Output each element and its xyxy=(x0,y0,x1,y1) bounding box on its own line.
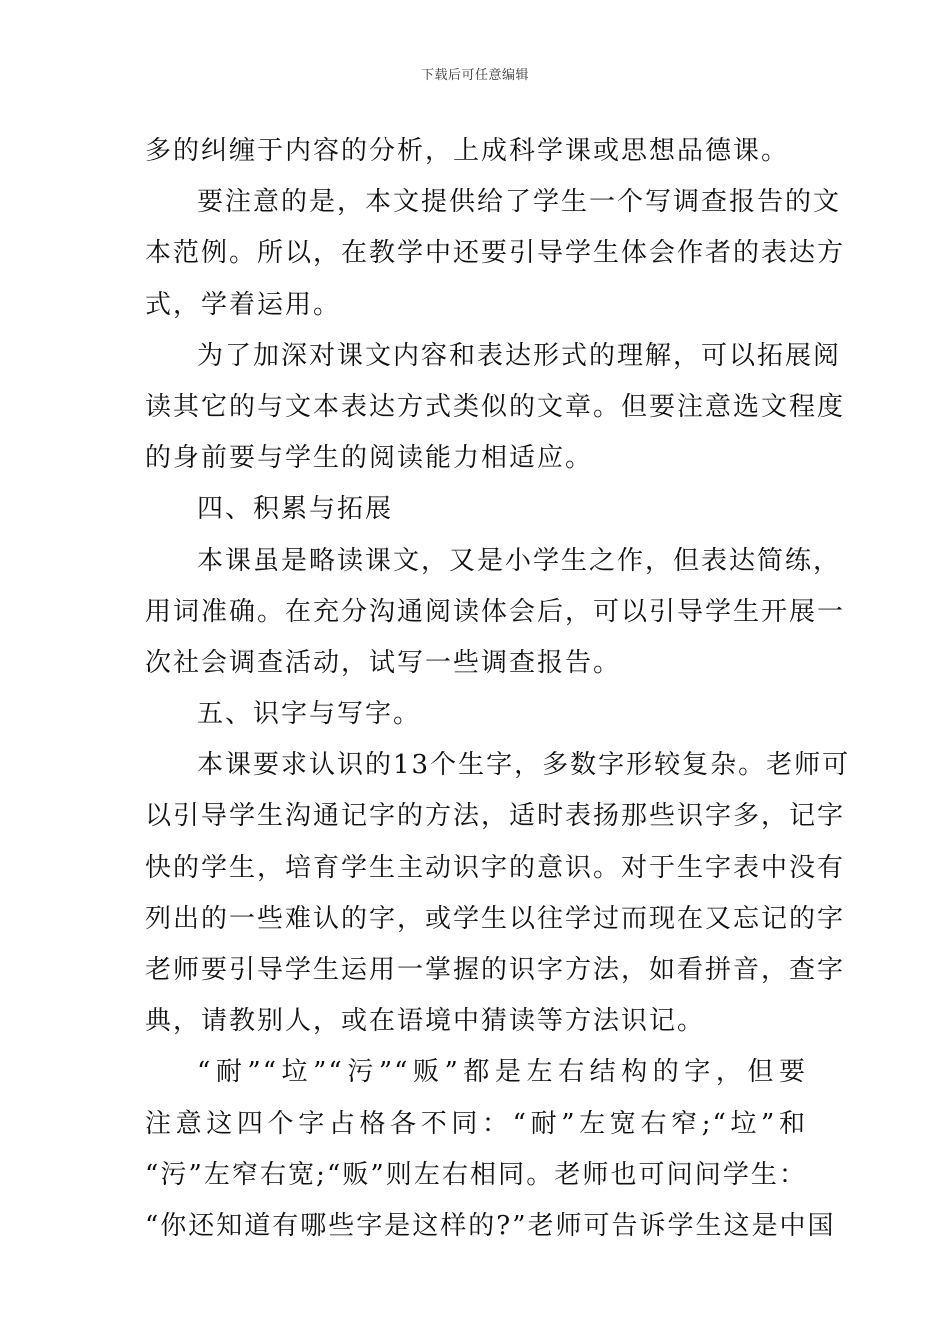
text-line-2: 要注意的是，本文提供给了学生一个写调查报告的文 xyxy=(197,187,842,218)
text-line-10: 用词准确。在充分沟通阅读体会后，可以引导学生开展一 xyxy=(145,596,846,627)
section-heading-4: 四、积累与拓展 xyxy=(197,494,394,525)
text-line-5: 为了加深对课文内容和表达形式的理解，可以拓展阅 xyxy=(197,340,842,371)
text-line-15: 快的学生，培育学生主动识字的意识。对于生字表中没有 xyxy=(145,852,846,883)
text-line-21: “污”左窄右宽;“贩”则左右相同。老师也可问问学生： xyxy=(145,1159,807,1190)
text-line-6: 读其它的与文本表达方式类似的文章。但要注意选文程度 xyxy=(145,391,846,422)
text-line-4: 式，学着运用。 xyxy=(145,289,342,320)
text-line-22: “你还知道有哪些字是这样的?”老师可告诉学生这是中国 xyxy=(145,1210,836,1241)
text-line-11: 次社会调查活动，试写一些调查报告。 xyxy=(145,647,622,678)
page-header: 下载后可任意编辑 xyxy=(420,68,529,83)
text-line-13: 本课要求认识的13个生字，多数字形较复杂。老师可 xyxy=(197,750,851,781)
text-line-20: 注意这四个字占格各不同：“耐”左宽右窄;“垃”和 xyxy=(145,1108,807,1139)
text-line-14: 以引导学生沟通记字的方法，适时表扬那些识字多，记字 xyxy=(145,801,846,832)
text-line-9: 本课虽是略读课文，又是小学生之作，但表达简练， xyxy=(197,545,842,576)
text-line-1: 多的纠缠于内容的分析，上成科学课或思想品德课。 xyxy=(145,136,790,166)
section-heading-5: 五、识字与写字。 xyxy=(197,699,422,730)
text-line-19: “耐”“垃”“污”“贩”都是左右结构的字，但要 xyxy=(197,1057,807,1088)
text-line-17: 老师要引导学生运用一掌握的识字方法，如看拼音，查字 xyxy=(145,955,846,985)
text-line-3: 本范例。所以，在教学中还要引导学生体会作者的表达方 xyxy=(145,238,846,269)
text-line-18: 典，请教别人，或在语境中猜读等方法识记。 xyxy=(145,1006,706,1037)
text-line-7: 的身前要与学生的阅读能力相适应。 xyxy=(145,443,594,474)
document-body xyxy=(145,126,851,1252)
text-line-16: 列出的一些难认的字，或学生以往学过而现在又忘记的字 xyxy=(145,903,846,934)
